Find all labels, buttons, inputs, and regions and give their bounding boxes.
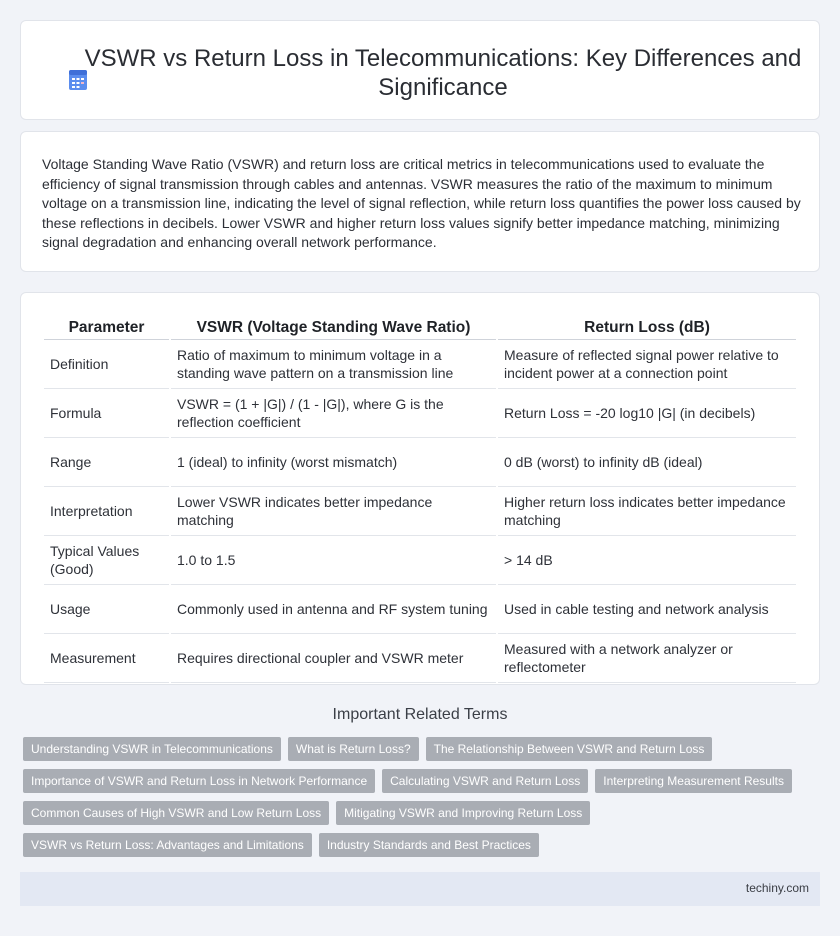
table-row	[44, 584, 796, 633]
column-header: Return Loss (dB)	[584, 319, 710, 336]
related-term-link[interactable]: VSWR vs Return Loss: Advantages and Limitations	[23, 833, 312, 857]
table-cell: 0 dB (worst) to infinity dB (ideal)	[498, 437, 796, 486]
table-cell: Requires directional coupler and VSWR meter	[171, 633, 496, 683]
comparison-card	[20, 292, 820, 685]
footer	[20, 872, 820, 906]
intro-paragraph: Voltage Standing Wave Ratio (VSWR) and return loss are critical metrics in telecommunications used to evaluate the efficiency of signal transmission through cables and antennas. VSWR measures the ratio of the maximum to minimum voltage on a transmission line, indicating the level of signal reflection, while return loss quantifies the power loss caused by these reflections in decibels. Lower VSWR and higher return loss values signify better impedance matching, minimizing signal degradation and enhancing overall network performance.	[42, 156, 801, 250]
related-term-link[interactable]: Understanding VSWR in Telecommunications	[23, 737, 281, 761]
table-row	[44, 339, 796, 388]
table-cell: Measure of reflected signal power relative to incident power at a connection point	[498, 339, 796, 388]
related-term-link[interactable]: Mitigating VSWR and Improving Return Loss	[336, 801, 590, 825]
table-cell: Higher return loss indicates better impedance matching	[498, 486, 796, 535]
table-row	[44, 535, 796, 584]
table-cell: > 14 dB	[498, 535, 796, 584]
table-header-row	[44, 315, 796, 339]
related-term-link[interactable]: Interpreting Measurement Results	[595, 769, 792, 793]
table-cell: 1.0 to 1.5	[171, 535, 496, 584]
related-term-link[interactable]: Industry Standards and Best Practices	[319, 833, 539, 857]
table-cell: Lower VSWR indicates better impedance matching	[171, 486, 496, 535]
related-term-link[interactable]: Importance of VSWR and Return Loss in Network Performance	[23, 769, 375, 793]
footer-site-link[interactable]: techiny.com	[745, 881, 809, 895]
table-cell: Used in cable testing and network analysis	[498, 584, 796, 633]
table-cell: Commonly used in antenna and RF system tuning	[171, 584, 496, 633]
table-cell: Return Loss = -20 log10 |G| (in decibels)	[498, 388, 796, 437]
related-terms-heading: Important Related Terms	[332, 706, 508, 723]
comparison-table	[42, 315, 798, 683]
column-header: Parameter	[68, 319, 145, 336]
table-cell: Usage	[44, 584, 169, 633]
table-row	[44, 388, 796, 437]
table-cell: Formula	[44, 388, 169, 437]
table-cell: 1 (ideal) to infinity (worst mismatch)	[171, 437, 496, 486]
related-terms-list	[23, 737, 813, 857]
table-cell: Measured with a network analyzer or reflectometer	[498, 633, 796, 683]
intro-card	[20, 131, 820, 272]
table-cell: Typical Values (Good)	[44, 535, 169, 584]
table-row	[44, 437, 796, 486]
table-cell: Ratio of maximum to minimum voltage in a standing wave pattern on a transmission line	[171, 339, 496, 388]
table-cell: Interpretation	[44, 486, 169, 535]
table-cell: Measurement	[44, 633, 169, 683]
related-term-link[interactable]: Common Causes of High VSWR and Low Return Loss	[23, 801, 329, 825]
table-cell: VSWR = (1 + |G|) / (1 - |G|), where G is the reflection coefficient	[171, 388, 496, 437]
related-term-link[interactable]: Calculating VSWR and Return Loss	[382, 769, 588, 793]
table-row	[44, 486, 796, 535]
table-cell: Range	[44, 437, 169, 486]
table-cell: Definition	[44, 339, 169, 388]
related-term-link[interactable]: What is Return Loss?	[288, 737, 419, 761]
header-card	[20, 20, 820, 120]
page-title: VSWR vs Return Loss in Telecommunications: Key Differences and Significance	[84, 45, 802, 101]
column-header: VSWR (Voltage Standing Wave Ratio)	[196, 319, 471, 336]
related-term-link[interactable]: The Relationship Between VSWR and Return Loss	[426, 737, 713, 761]
table-row	[44, 633, 796, 683]
